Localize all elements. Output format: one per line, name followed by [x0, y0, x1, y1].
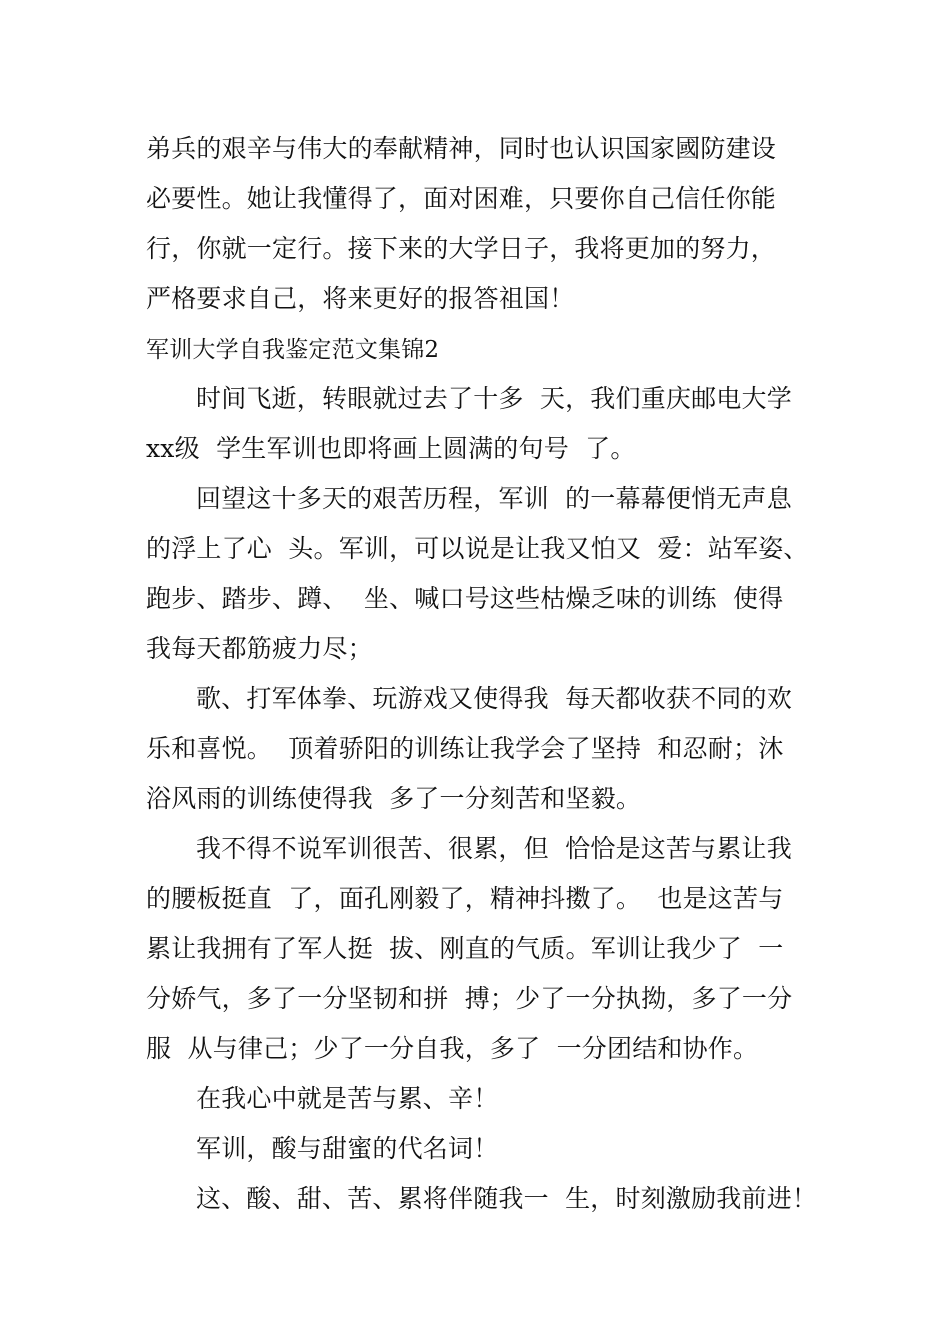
paragraph-line: 严格要求自己，将来更好的报答祖国！: [146, 284, 575, 313]
paragraph-line: xx级 学生军训也即将画上圆满的句号 了。: [146, 434, 636, 463]
paragraph-line: 我不得不说军训很苦、很累，但 恰恰是这苦与累让我: [196, 834, 792, 863]
paragraph-line: 的腰板挺直 了，面孔刚毅了，精神抖擞了。 也是这苦与: [146, 884, 784, 913]
paragraph-line: 这、酸、甜、苦、累将伴随我一 生，时刻激励我前进！: [196, 1184, 818, 1213]
paragraph-line: 跑步、踏步、蹲、 坐、喊口号这些枯燥乏味的训练 使得: [146, 584, 784, 613]
section-title: 军训大学自我鉴定范文集锦2: [146, 337, 440, 363]
paragraph-line: 必要性。她让我懂得了，面对困难，只要你自己信任你能: [146, 184, 777, 213]
paragraph-line: 累让我拥有了军人挺 拔、刚直的气质。军训让我少了 一: [146, 934, 784, 963]
paragraph-line: 在我心中就是苦与累、辛！: [196, 1084, 499, 1113]
paragraph-line: 行，你就一定行。接下来的大学日子，我将更加的努力，: [146, 234, 777, 263]
paragraph-line: 的浮上了心 头。军训，可以说是让我又怕又 爱：站军姿、: [146, 534, 809, 563]
paragraph-line: 时间飞逝，转眼就过去了十多 天，我们重庆邮电大学: [196, 384, 792, 413]
paragraph-line: 服 从与律己；少了一分自我，多了 一分团结和协作。: [146, 1034, 759, 1063]
paragraph-line: 浴风雨的训练使得我 多了一分刻苦和坚毅。: [146, 784, 642, 813]
paragraph-line: 回望这十多天的艰苦历程，军训 的一幕幕便悄无声息: [196, 484, 792, 513]
paragraph-line: 歌、打军体拳、玩游戏又使得我 每天都收获不同的欢: [196, 684, 792, 713]
paragraph-line: 分娇气，多了一分坚韧和拼 搏；少了一分执拗，多了一分: [146, 984, 793, 1013]
paragraph-line: 我每天都筋疲力尽；: [146, 634, 373, 663]
paragraph-line: 军训，酸与甜蜜的代名词！: [196, 1134, 499, 1163]
paragraph-line: 乐和喜悦。 顶着骄阳的训练让我学会了坚持 和忍耐；沐: [146, 734, 784, 763]
paragraph-line: 弟兵的艰辛与伟大的奉献精神，同时也认识国家國防建设: [146, 134, 777, 163]
